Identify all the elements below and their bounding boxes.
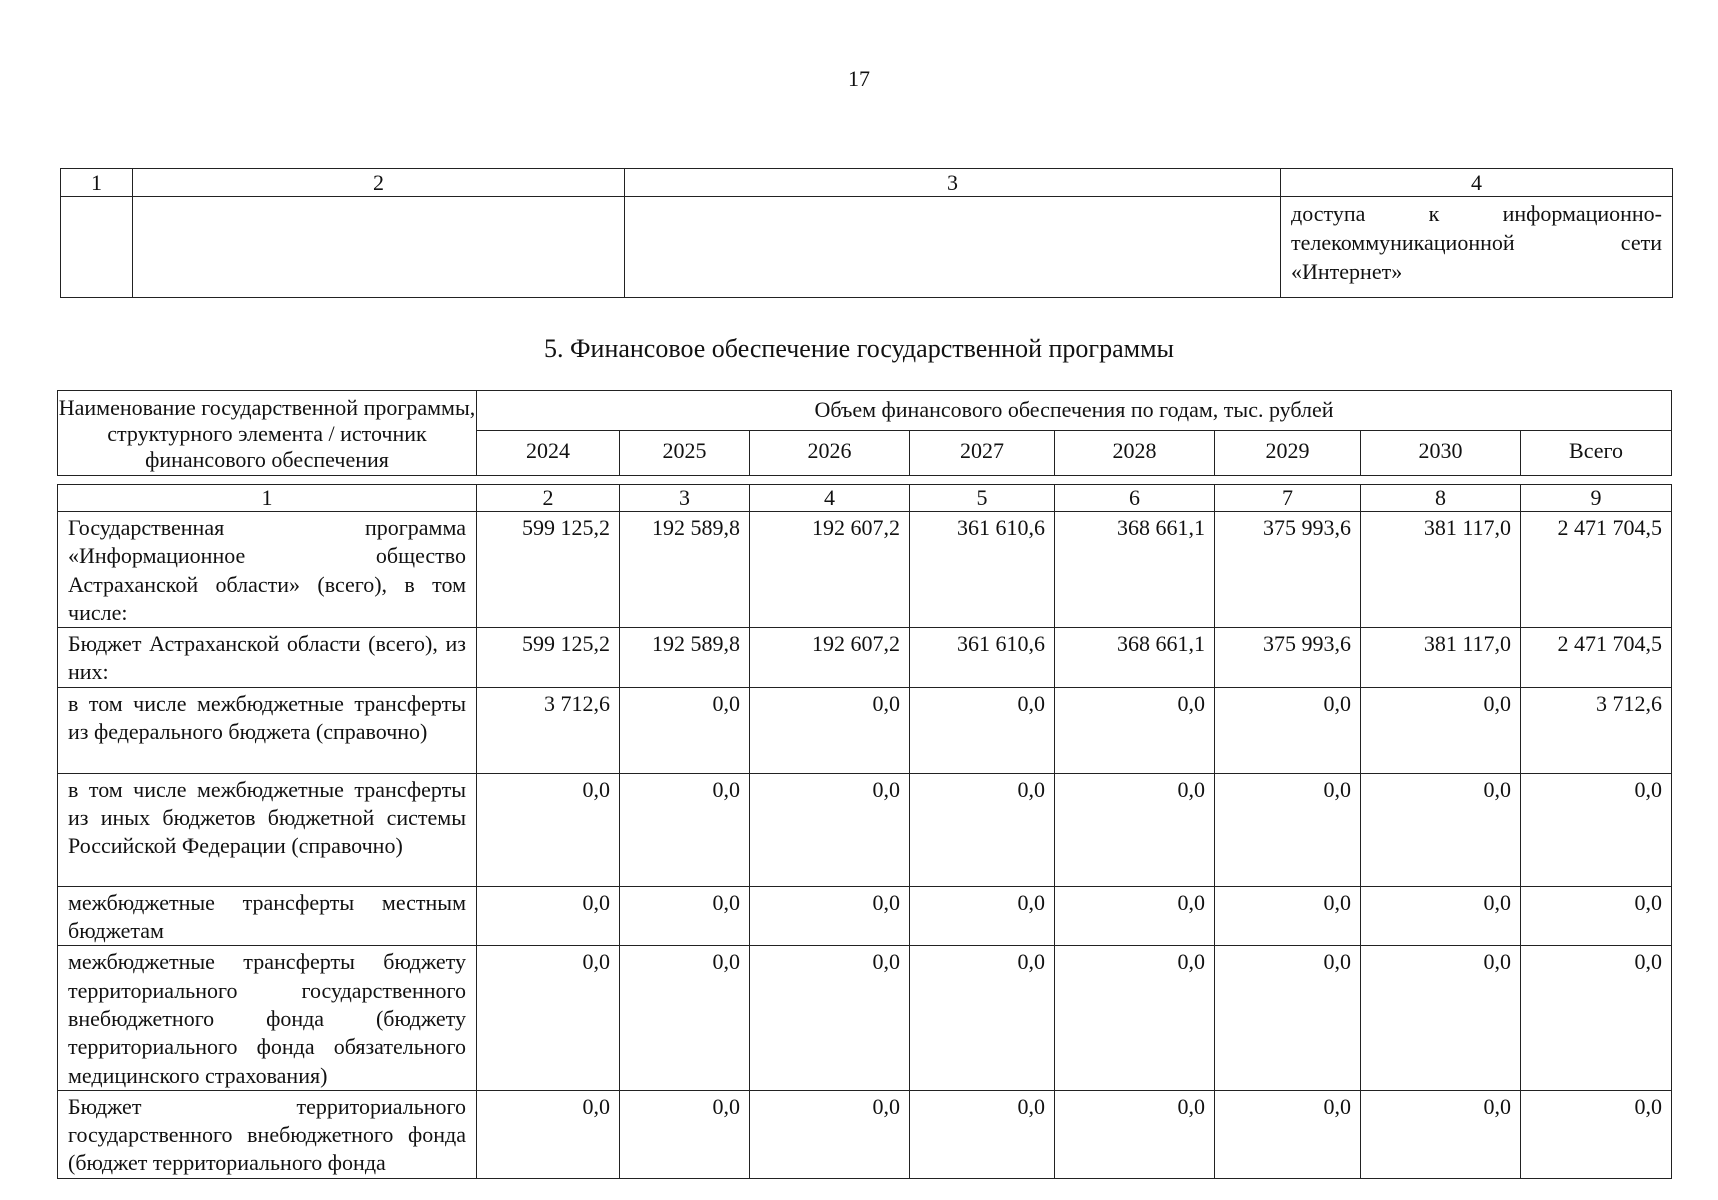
- column-number: 6: [1055, 485, 1215, 512]
- value-cell: 0,0: [750, 687, 910, 773]
- total-cell: 0,0: [1521, 886, 1672, 946]
- column-number: 2: [477, 485, 620, 512]
- value-cell: 0,0: [750, 946, 910, 1090]
- value-cell: 192 589,8: [620, 512, 750, 628]
- value-cell: 0,0: [910, 773, 1055, 886]
- value-cell: 0,0: [910, 1090, 1055, 1178]
- volume-header: Объем финансового обеспечения по годам, тыс. рублей: [477, 391, 1672, 431]
- continuation-table: [60, 168, 1673, 298]
- year-header: 2027: [910, 431, 1055, 476]
- total-cell: 0,0: [1521, 946, 1672, 1090]
- total-cell: 2 471 704,5: [1521, 628, 1672, 688]
- row-name: в том числе межбюджетные трансферты из иных бюджетов бюджетной системы Российской Федерации (справочно): [58, 773, 477, 886]
- value-cell: 0,0: [1055, 773, 1215, 886]
- empty-cell: [133, 197, 625, 298]
- table-row: [58, 687, 1672, 773]
- value-cell: 0,0: [750, 773, 910, 886]
- value-cell: 192 589,8: [620, 628, 750, 688]
- year-header: 2025: [620, 431, 750, 476]
- value-cell: 368 661,1: [1055, 512, 1215, 628]
- column-number: 1: [58, 485, 477, 512]
- value-cell: 0,0: [1215, 946, 1361, 1090]
- empty-cell: [61, 197, 133, 298]
- header-cell: 4: [1281, 169, 1673, 197]
- column-number: 4: [750, 485, 910, 512]
- row-name: в том числе межбюджетные трансферты из федерального бюджета (справочно): [58, 687, 477, 773]
- total-cell: 2 471 704,5: [1521, 512, 1672, 628]
- value-cell: 0,0: [477, 886, 620, 946]
- value-cell: 599 125,2: [477, 628, 620, 688]
- value-cell: 0,0: [1361, 1090, 1521, 1178]
- column-number: 5: [910, 485, 1055, 512]
- value-cell: 0,0: [1055, 886, 1215, 946]
- year-header: 2028: [1055, 431, 1215, 476]
- financial-table: [57, 484, 1672, 1179]
- row-name: Бюджет территориального государственного внебюджетного фонда (бюджет территориального фонда: [58, 1090, 477, 1178]
- value-cell: 0,0: [910, 687, 1055, 773]
- value-cell: 599 125,2: [477, 512, 620, 628]
- table-row: [58, 773, 1672, 886]
- empty-cell: [625, 197, 1281, 298]
- financial-table-header: [57, 390, 1672, 476]
- value-cell: 361 610,6: [910, 512, 1055, 628]
- value-cell: 375 993,6: [1215, 512, 1361, 628]
- year-header: 2029: [1215, 431, 1361, 476]
- value-cell: 0,0: [477, 1090, 620, 1178]
- value-cell: 0,0: [1055, 946, 1215, 1090]
- value-cell: 375 993,6: [1215, 628, 1361, 688]
- year-header: 2030: [1361, 431, 1521, 476]
- header-cell: 2: [133, 169, 625, 197]
- row-name: Бюджет Астраханской области (всего), из них:: [58, 628, 477, 688]
- continuation-row: [61, 197, 1673, 298]
- row-name: межбюджетные трансферты бюджету территориального государственного внебюджетного фонда (бюджету территориального фонда обязательного медицинского страхования): [58, 946, 477, 1090]
- value-cell: 368 661,1: [1055, 628, 1215, 688]
- column-numbers-row: [58, 485, 1672, 512]
- column-number: 7: [1215, 485, 1361, 512]
- column-number: 9: [1521, 485, 1672, 512]
- column-number: 8: [1361, 485, 1521, 512]
- continuation-text-cell: [1281, 197, 1673, 298]
- page-number: 17: [848, 66, 870, 91]
- total-header: Всего: [1521, 431, 1672, 476]
- table-row: [58, 628, 1672, 688]
- value-cell: 361 610,6: [910, 628, 1055, 688]
- value-cell: 0,0: [620, 1090, 750, 1178]
- value-cell: 0,0: [620, 886, 750, 946]
- value-cell: 0,0: [1215, 886, 1361, 946]
- value-cell: 3 712,6: [477, 687, 620, 773]
- value-cell: 0,0: [620, 773, 750, 886]
- value-cell: 0,0: [1361, 687, 1521, 773]
- table-row: [58, 512, 1672, 628]
- value-cell: 0,0: [910, 886, 1055, 946]
- value-cell: 0,0: [1361, 886, 1521, 946]
- table-row: [58, 946, 1672, 1090]
- header-cell: 1: [61, 169, 133, 197]
- header-cell: 3: [625, 169, 1281, 197]
- continuation-text: доступа к информационно-телекоммуникационной сети «Интернет»: [1291, 201, 1662, 284]
- value-cell: 0,0: [1055, 687, 1215, 773]
- value-cell: 0,0: [620, 687, 750, 773]
- value-cell: 0,0: [750, 886, 910, 946]
- value-cell: 0,0: [1055, 1090, 1215, 1178]
- value-cell: 381 117,0: [1361, 512, 1521, 628]
- column-number: 3: [620, 485, 750, 512]
- name-column-header: Наименование государственной программы, структурного элемента / источник финансового обеспечения: [58, 391, 477, 476]
- value-cell: 0,0: [1361, 946, 1521, 1090]
- value-cell: 0,0: [477, 946, 620, 1090]
- value-cell: 0,0: [1215, 773, 1361, 886]
- row-name: межбюджетные трансферты местным бюджетам: [58, 886, 477, 946]
- value-cell: 192 607,2: [750, 512, 910, 628]
- value-cell: 0,0: [910, 946, 1055, 1090]
- table-row: [58, 1090, 1672, 1178]
- row-name: Государственная программа «Информационное общество Астраханской области» (всего), в том числе:: [58, 512, 477, 628]
- table-row: [58, 886, 1672, 946]
- section-title: 5. Финансовое обеспечение государственной программы: [543, 334, 1175, 363]
- value-cell: 381 117,0: [1361, 628, 1521, 688]
- value-cell: 0,0: [1215, 687, 1361, 773]
- value-cell: 192 607,2: [750, 628, 910, 688]
- value-cell: 0,0: [620, 946, 750, 1090]
- total-cell: 0,0: [1521, 1090, 1672, 1178]
- value-cell: 0,0: [477, 773, 620, 886]
- year-header: 2026: [750, 431, 910, 476]
- value-cell: 0,0: [1215, 1090, 1361, 1178]
- total-cell: 0,0: [1521, 773, 1672, 886]
- year-header: 2024: [477, 431, 620, 476]
- value-cell: 0,0: [750, 1090, 910, 1178]
- value-cell: 0,0: [1361, 773, 1521, 886]
- continuation-header-row: [61, 169, 1673, 197]
- total-cell: 3 712,6: [1521, 687, 1672, 773]
